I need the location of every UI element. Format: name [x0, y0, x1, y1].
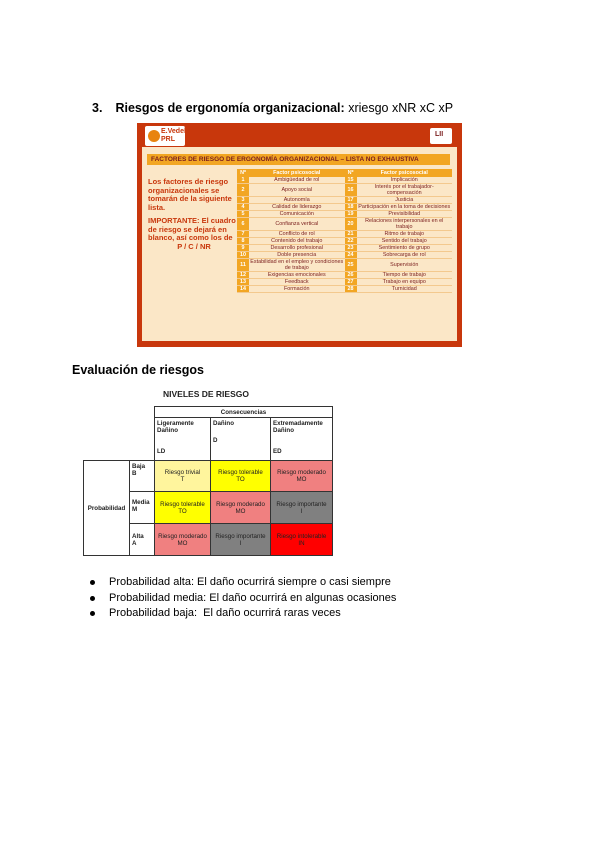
section-3-heading	[92, 101, 453, 115]
bullet-text: Probabilidad baja: El daño ocurrirá raras veces	[109, 607, 341, 619]
risk-cell-moderado	[270, 460, 333, 492]
partner-logo	[430, 128, 452, 144]
factor-number: 26	[345, 272, 357, 279]
logo-text-line1: E.Vedel	[161, 128, 186, 135]
table-row	[237, 259, 452, 272]
section-number: 3.	[92, 101, 103, 115]
row-header-baja	[129, 460, 155, 492]
factor-number: 19	[345, 211, 357, 218]
risk-cell-label: Riesgo moderado	[277, 469, 326, 476]
factor-number: 12	[237, 272, 249, 279]
row-alta-abbr: A	[132, 540, 137, 547]
table-row	[237, 231, 452, 238]
list-item	[90, 606, 396, 622]
risk-factors-slide	[137, 123, 462, 347]
header-factor-1: Factor psicosocial	[249, 169, 345, 177]
header-factor-2: Factor psicosocial	[357, 169, 453, 177]
table-row	[237, 211, 452, 218]
factor-name: Conflicto de rol	[249, 231, 345, 238]
probability-header: Probabilidad	[83, 460, 130, 556]
factor-number: 1	[237, 177, 249, 184]
factor-name: Participación en la toma de decisiones	[358, 204, 451, 210]
list-item	[90, 591, 396, 607]
instructions-text: Los factores de riesgo organizacionales se tomarán de la siguiente lista.	[148, 177, 232, 212]
factor-name: Previsibilidad	[357, 211, 453, 218]
bullet-text: Probabilidad media: El daño ocurrirá en algunas ocasiones	[109, 591, 397, 604]
risk-cell-label: Riesgo trivial	[164, 469, 201, 476]
factor-number: 22	[345, 238, 357, 245]
factor-number: 21	[345, 231, 357, 238]
factor-number: 9	[237, 245, 249, 252]
bullet-icon	[90, 596, 95, 601]
factor-name: Turnicidad	[357, 286, 453, 293]
factor-number: 6	[237, 218, 249, 231]
evedel-prl-logo	[145, 126, 185, 146]
factor-name: Contenido del trabajo	[249, 238, 345, 245]
consequences-header: Consecuencias	[154, 406, 333, 418]
table-row	[237, 252, 452, 259]
factor-name: Supervisión	[357, 259, 453, 272]
bullet-icon	[90, 580, 95, 585]
factor-name: Exigencias emocionales	[249, 272, 345, 279]
col-ld-abbr: LD	[157, 448, 166, 455]
factor-number: 17	[345, 197, 357, 204]
logo-circle-icon	[148, 130, 160, 142]
risk-cell-abbr: I	[239, 539, 242, 547]
evaluation-heading: Evaluación de riesgos	[72, 363, 204, 377]
factor-name: Doble presencia	[249, 252, 345, 259]
factor-number: 5	[237, 211, 249, 218]
risk-levels-title: NIVELES DE RIESGO	[163, 389, 249, 399]
risk-cell-moderado	[154, 523, 211, 556]
factor-number: 27	[345, 279, 357, 286]
risk-factors-table	[237, 169, 452, 293]
risk-cell-trivial	[154, 460, 211, 492]
list-item	[90, 575, 396, 591]
risk-cell-importante	[210, 523, 271, 556]
partner-logo-text: LII	[435, 131, 444, 138]
bullet-text: Probabilidad alta: El daño ocurrirá siempre o casi siempre	[109, 576, 391, 588]
risk-cell-label: Riesgo importante	[215, 532, 266, 540]
factor-number: 8	[237, 238, 249, 245]
factor-name: Formación	[249, 286, 345, 293]
risk-cell-abbr: MO	[235, 507, 246, 515]
table-row	[237, 218, 452, 231]
table-row	[237, 204, 452, 211]
risk-cell-tolerable	[210, 460, 271, 492]
risk-cell-abbr: T	[180, 476, 185, 483]
factor-name: Sentimiento de grupo	[357, 245, 453, 252]
bullet-icon	[90, 611, 95, 616]
risk-cell-abbr: IN	[298, 539, 305, 547]
slide-title: FACTORES DE RIESGO DE ERGONOMÍA ORGANIZACIONAL – LISTA NO EXHAUSTIVA	[147, 154, 450, 165]
factor-number: 10	[237, 252, 249, 259]
factor-name: Sobrecarga de rol	[357, 252, 453, 259]
factor-number: 4	[237, 204, 249, 211]
logo-text	[161, 128, 186, 144]
factor-number: 23	[345, 245, 357, 252]
col-d-label: Dañino	[213, 420, 234, 427]
factor-number: 3	[237, 197, 249, 204]
factor-number: 2	[237, 184, 249, 197]
logo-text-line2: PRL	[161, 136, 175, 143]
section-title: Riesgos de ergonomía organizacional:	[115, 101, 345, 115]
row-media-abbr: M	[132, 506, 138, 513]
factor-name: Feedback	[249, 279, 345, 286]
factor-name: Estabilidad en el empleo y condiciones de trabajo	[250, 259, 344, 271]
risk-cell-label: Riesgo tolerable	[160, 500, 205, 508]
factor-name: Comunicación	[249, 211, 345, 218]
col-ed-abbr: ED	[273, 448, 282, 455]
factor-number: 20	[345, 218, 357, 231]
row-header-media	[129, 491, 155, 524]
risk-matrix	[83, 406, 333, 556]
risk-cell-label: Riesgo importante	[276, 500, 327, 508]
factor-name: Ambigüedad de rol	[249, 177, 345, 184]
pcnr-label: P / C / NR	[177, 241, 211, 251]
factor-number: 11	[237, 259, 249, 272]
factor-name: Calidad de liderazgo	[249, 204, 345, 211]
factor-name: Desarrollo profesional	[249, 245, 345, 252]
factor-number: 28	[345, 286, 357, 293]
factor-number: 18	[345, 204, 357, 211]
col-header-ld	[154, 417, 211, 461]
table-row	[237, 245, 452, 252]
probability-bullet-list	[90, 575, 396, 622]
col-header-d	[210, 417, 271, 461]
col-header-ed	[270, 417, 333, 461]
factor-name: Relaciones interpersonales en el trabajo	[357, 218, 453, 231]
col-ld-label: Ligeramente Dañino	[157, 420, 194, 434]
risk-cell-abbr: I	[300, 507, 303, 515]
factor-name: Confianza vertical	[249, 218, 345, 231]
factor-number: 16	[345, 184, 357, 197]
factor-name: Sentido del trabajo	[357, 238, 453, 245]
risk-cell-label: Riesgo intolerable	[276, 532, 327, 540]
col-ed-label: Extremadamente Dañino	[273, 420, 323, 434]
factor-name: Justicia	[357, 197, 453, 204]
section-formula: xriesgo xNR xC xP	[348, 101, 454, 115]
factor-number: 24	[345, 252, 357, 259]
header-no-1: Nº	[237, 169, 249, 177]
table-header-row	[237, 169, 452, 177]
slide-instructions	[148, 178, 240, 251]
table-row	[237, 279, 452, 286]
risk-cell-intolerable	[270, 523, 333, 556]
row-header-alta	[129, 523, 155, 556]
risk-cell-abbr: TO	[236, 476, 245, 483]
table-row	[237, 272, 452, 279]
factor-name: Trabajo en equipo	[357, 279, 453, 286]
factor-number: 13	[237, 279, 249, 286]
risk-cell-abbr: MO	[177, 539, 188, 547]
row-baja-abbr: B	[132, 470, 137, 477]
table-row	[237, 197, 452, 204]
risk-cell-abbr: MO	[296, 476, 307, 483]
factor-number: 25	[345, 259, 357, 272]
factor-name: Implicación	[357, 177, 453, 184]
risk-cell-tolerable	[154, 491, 211, 524]
risk-cell-label: Riesgo tolerable	[218, 469, 263, 476]
row-media-label: Media	[132, 499, 150, 506]
header-no-2: Nº	[345, 169, 357, 177]
important-note: IMPORTANTE: El cuadro de riesgo se dejará en blanco, así como los de	[148, 216, 236, 242]
factor-number: 15	[345, 177, 357, 184]
factor-number: 14	[237, 286, 249, 293]
factor-name: Ritmo de trabajo	[357, 231, 453, 238]
factor-name: Interés por el trabajador- compensación	[357, 184, 453, 197]
factor-name: Apoyo social	[249, 184, 345, 197]
factor-number: 7	[237, 231, 249, 238]
risk-cell-abbr: TO	[178, 507, 187, 515]
row-baja-label: Baja	[132, 463, 146, 470]
factor-name: Tiempo de trabajo	[357, 272, 453, 279]
factor-name: Autonomía	[249, 197, 345, 204]
table-row	[237, 184, 452, 197]
risk-cell-importante	[270, 491, 333, 524]
risk-cell-moderado	[210, 491, 271, 524]
risk-cell-label: Riesgo moderado	[216, 500, 265, 508]
col-d-abbr: D	[213, 437, 218, 444]
table-row	[237, 238, 452, 245]
table-row	[237, 286, 452, 293]
row-alta-label: Alta	[132, 533, 144, 540]
risk-cell-label: Riesgo moderado	[158, 532, 207, 540]
